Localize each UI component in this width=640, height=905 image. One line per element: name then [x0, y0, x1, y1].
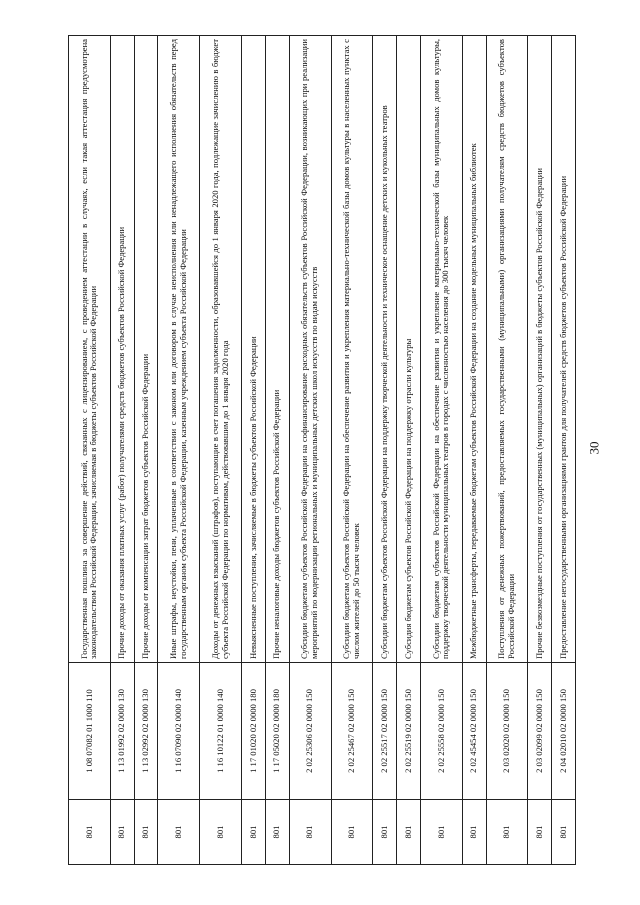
- income-name-cell: Государственная пошлина за совершение действий, связанных с лицензированием, с проведением аттестации в случаях, если такая аттестация предусмотрена законодательством Российской Федерации, зачисляемая в бюджеты субъектов Российской Федерации: [69, 36, 111, 663]
- admin-code-cell: 801: [158, 800, 200, 865]
- income-name-cell: Субсидии бюджетам субъектов Российской Федерации на поддержку творческой деятельности и техническое оснащение детских и кукольных театров: [373, 36, 397, 663]
- budget-classification-code-cell: 2 03 02099 02 0000 150: [528, 663, 552, 800]
- income-name-cell: Прочие неналоговые доходы бюджетов субъектов Российской Федерации: [265, 36, 289, 663]
- budget-classification-code-cell: 1 17 05020 02 0000 180: [265, 663, 289, 800]
- table-row: [528, 36, 552, 865]
- income-name-cell: Иные штрафы, неустойки, пени, уплаченные в соответствии с законом или договором в случае неисполнения или ненадлежащего исполнения обязательств перед государственным органом субъекта Российской Федерации, казенным учреждением субъекта Российской Федерации: [158, 36, 200, 663]
- table-row: [69, 36, 111, 865]
- budget-classification-code-cell: 1 17 01020 02 0000 180: [242, 663, 266, 800]
- table-row: [110, 36, 134, 865]
- budget-classification-code-cell: 2 02 25517 02 0000 150: [373, 663, 397, 800]
- income-codes-table-wrapper: [68, 35, 576, 865]
- page-number: 30: [586, 441, 602, 455]
- budget-classification-code-cell: 2 02 25306 02 0000 150: [289, 663, 331, 800]
- admin-code-cell: 801: [265, 800, 289, 865]
- admin-code-cell: 801: [289, 800, 331, 865]
- budget-classification-code-cell: 2 02 45454 02 0000 150: [462, 663, 486, 800]
- admin-code-cell: 801: [134, 800, 158, 865]
- budget-classification-code-cell: 1 16 10122 01 0000 140: [200, 663, 242, 800]
- table-row: [331, 36, 373, 865]
- budget-classification-code-cell: 2 03 02020 02 0000 150: [486, 663, 528, 800]
- income-name-cell: Невыясненные поступления, зачисляемые в бюджеты субъектов Российской Федерации: [242, 36, 266, 663]
- budget-classification-code-cell: 2 02 25558 02 0000 150: [420, 663, 462, 800]
- income-name-cell: Межбюджетные трансферты, передаваемые бюджетам субъектов Российской Федерации на создание модельных муниципальных библиотек: [462, 36, 486, 663]
- table-row: [242, 36, 266, 865]
- budget-classification-code-cell: 1 08 07082 01 1000 110: [69, 663, 111, 800]
- admin-code-cell: 801: [462, 800, 486, 865]
- admin-code-cell: 801: [528, 800, 552, 865]
- income-name-cell: Поступления от денежных пожертвований, предоставляемых государственными (муниципальными) организациями получателям средств бюджетов субъектов Российской Федерации: [486, 36, 528, 663]
- income-name-cell: Прочие доходы от оказания платных услуг (работ) получателями средств бюджетов субъектов Российской Федерации: [110, 36, 134, 663]
- admin-code-cell: 801: [69, 800, 111, 865]
- budget-classification-code-cell: 1 13 02992 02 0000 130: [134, 663, 158, 800]
- income-name-cell: Субсидия бюджетам субъектов Российской Федерации на поддержку отрасли культуры: [397, 36, 421, 663]
- table-body: [69, 36, 576, 865]
- income-name-cell: Субсидии бюджетам субъектов Российской Федерации на обеспечение развития и укрепления материально-технической базы домов культуры в населенных пунктах с числом жителей до 50 тысяч человек: [331, 36, 373, 663]
- table-row: [265, 36, 289, 865]
- table-row: [134, 36, 158, 865]
- admin-code-cell: 801: [397, 800, 421, 865]
- admin-code-cell: 801: [331, 800, 373, 865]
- income-name-cell: Субсидии бюджетам субъектов Российской Федерации на софинансирование расходных обязательств субъектов Российской Федерации, возникающих при реализации мероприятий по модернизации региональных и муниципальных детских школ искусств по видам искусств: [289, 36, 331, 663]
- income-codes-table: [68, 35, 576, 865]
- table-row: [289, 36, 331, 865]
- table-row: [200, 36, 242, 865]
- income-name-cell: Прочие безвозмездные поступления от государственных (муниципальных) организаций в бюджеты субъектов Российской Федерации: [528, 36, 552, 663]
- table-row: [373, 36, 397, 865]
- table-row: [486, 36, 528, 865]
- admin-code-cell: 801: [200, 800, 242, 865]
- budget-classification-code-cell: 2 02 25467 02 0000 150: [331, 663, 373, 800]
- income-name-cell: Предоставление негосударственными организациями грантов для получателей средств бюджетов субъектов Российской Федерации: [552, 36, 576, 663]
- admin-code-cell: 801: [420, 800, 462, 865]
- table-row: [462, 36, 486, 865]
- income-name-cell: Субсидии бюджетам субъектов Российской Федерации на обеспечение развития и укрепление материально-технической базы муниципальных домов культуры, поддержку творческой деятельности муниципальных театров в городах с численностью населения до 300 тысяч человек: [420, 36, 462, 663]
- admin-code-cell: 801: [373, 800, 397, 865]
- table-row: [397, 36, 421, 865]
- admin-code-cell: 801: [552, 800, 576, 865]
- admin-code-cell: 801: [242, 800, 266, 865]
- budget-classification-code-cell: 2 02 25519 02 0000 150: [397, 663, 421, 800]
- table-row: [158, 36, 200, 865]
- table-row: [552, 36, 576, 865]
- budget-classification-code-cell: 1 13 01992 02 0000 130: [110, 663, 134, 800]
- admin-code-cell: 801: [110, 800, 134, 865]
- income-name-cell: Доходы от денежных взысканий (штрафов), поступающие в счет погашения задолженности, образовавшейся до 1 января 2020 года, подлежащие зачислению в бюджет субъекта Российской Федерации по нормативам, действовавшим до 1 января 2020 года: [200, 36, 242, 663]
- income-name-cell: Прочие доходы от компенсации затрат бюджетов субъектов Российской Федерации: [134, 36, 158, 663]
- admin-code-cell: 801: [486, 800, 528, 865]
- budget-classification-code-cell: 2 04 02010 02 0000 150: [552, 663, 576, 800]
- budget-classification-code-cell: 1 16 07090 02 0000 140: [158, 663, 200, 800]
- table-row: [420, 36, 462, 865]
